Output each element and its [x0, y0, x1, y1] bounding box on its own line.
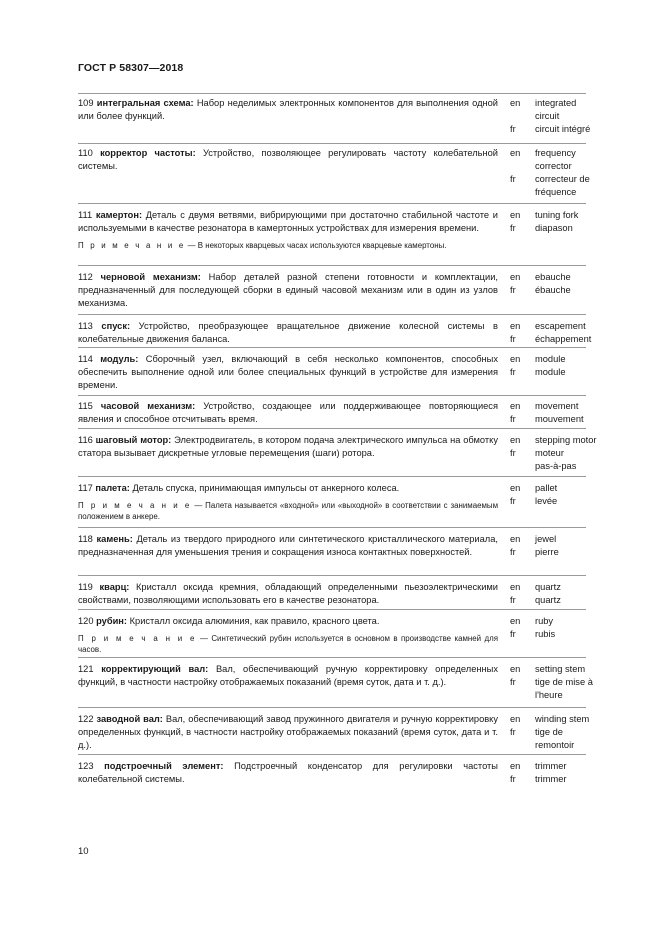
translation-fr: [510, 333, 635, 346]
language-code: en: [510, 401, 521, 411]
term-name: модуль:: [100, 354, 139, 364]
term-translations: [510, 353, 635, 379]
note-text: — Палета называется «входной» или «выходной» в соответствии с занимаемым положением в анкере.: [78, 501, 498, 521]
translation-fr: [510, 546, 635, 559]
term-number: 113: [78, 321, 93, 331]
definition-text: Деталь спуска, принимающая импульсы от анкерного колеса.: [132, 483, 400, 493]
translation-fr: [510, 284, 635, 297]
term-note: [78, 500, 498, 522]
translation-word: l'heure: [535, 690, 563, 700]
translation-en: [510, 400, 635, 413]
language-code: en: [510, 483, 521, 493]
term-name: камертон:: [95, 210, 143, 220]
term-name: черновой механизм:: [100, 272, 201, 282]
translation-word: setting stem: [535, 664, 586, 674]
translation-fr: [510, 366, 635, 379]
entry-divider: [78, 314, 586, 315]
language-code: en: [510, 272, 521, 282]
translation-fr: [510, 222, 635, 235]
term-name: камень:: [96, 534, 133, 544]
translation-fr: [510, 173, 635, 199]
translation-en: [510, 147, 635, 173]
term-translations: [510, 615, 635, 641]
translation-fr: [510, 594, 635, 607]
term-number: 116: [78, 435, 93, 445]
language-code: en: [510, 664, 521, 674]
translation-word: movement: [535, 401, 579, 411]
term-definition: [78, 97, 498, 123]
translation-en: [510, 482, 635, 495]
term-definition: [78, 271, 498, 310]
language-code: fr: [510, 727, 516, 737]
definition-text: Вал, обеспечивающий завод пружинного двигателя и ручную корректировку определенных функций, в частности настройку отображаемых показаний (время суток, дата и т. д.).: [78, 714, 499, 750]
term-number: 109: [78, 98, 94, 108]
definition-text: Деталь с двумя ветвями, вибрирующими при достаточно стабильной частоте и используемыми в качестве резонатора в камертонных устройствах для измерения времени.: [78, 210, 498, 233]
language-code: en: [510, 761, 521, 771]
definition-text: Подстроечный конденсатор для регулировки частоты колебательной системы.: [78, 761, 498, 784]
term-definition: [78, 760, 498, 786]
translation-word: pallet: [535, 483, 558, 493]
language-code: en: [510, 616, 521, 626]
term-translations: [510, 663, 635, 702]
term-note: [78, 633, 498, 655]
entry-divider: [78, 347, 586, 348]
translation-word: escapement: [535, 321, 586, 331]
term-number: 121: [78, 664, 94, 674]
term-name: палета:: [95, 483, 130, 493]
term-name: кварц:: [99, 582, 130, 592]
language-code: en: [510, 148, 521, 158]
page-number: 10: [78, 846, 89, 857]
term-name: корректирующий вал:: [101, 664, 209, 674]
term-definition: [78, 581, 498, 607]
translation-word: tige de: [535, 727, 563, 737]
term-translations: [510, 209, 635, 235]
term-number: 118: [78, 534, 93, 544]
entry-divider: [78, 428, 586, 429]
term-name: корректор частоты:: [100, 148, 196, 158]
language-code: en: [510, 210, 521, 220]
language-code: fr: [510, 448, 516, 458]
language-code: en: [510, 98, 521, 108]
language-code: fr: [510, 334, 516, 344]
language-code: en: [510, 321, 521, 331]
language-code: fr: [510, 367, 516, 377]
definition-text: Кристалл оксида алюминия, как правило, красного цвета.: [129, 616, 380, 626]
definition-text: Деталь из твердого природного или синтетического кристаллического материала, предназначенная для уменьшения трения и сокращения износа контактных поверхностей.: [78, 534, 498, 557]
definition-text: Вал, обеспечивающий ручную корректировку определенных функций, в частности настройку отображаемых показаний (время суток, дата и т. д.).: [78, 664, 498, 687]
definition-text: Кристалл оксида кремния, обладающий определенными пьезоэлектрическими свойствами, позволяющими использовать его в качестве резонатора.: [78, 582, 498, 605]
translation-word: corrector: [535, 161, 572, 171]
term-definition: [78, 713, 498, 752]
term-number: 112: [78, 272, 93, 282]
term-translations: [510, 320, 635, 346]
note-label: П р и м е ч а н и е: [78, 501, 192, 510]
term-translations: [510, 147, 635, 199]
translation-word: trimmer: [535, 761, 567, 771]
translation-word: frequency: [535, 148, 576, 158]
entry-divider: [78, 609, 586, 610]
translation-word: tige de mise à: [535, 677, 593, 687]
definition-text: Устройство, создающее или поддерживающее повторяющиеся явления и способное отсчитывать время.: [78, 401, 498, 424]
term-translations: [510, 97, 635, 136]
translation-word: échappement: [535, 334, 592, 344]
definition-text: Сборочный узел, включающий в себя несколько компонентов, способных обеспечить выполнение одной или более специальных функций в устройстве для измерения времени.: [78, 354, 498, 390]
translation-fr: [510, 123, 635, 136]
language-code: fr: [510, 496, 516, 506]
term-definition: [78, 353, 498, 392]
language-code: fr: [510, 285, 516, 295]
entry-divider: [78, 575, 586, 576]
language-code: fr: [510, 414, 516, 424]
translation-word: integrated: [535, 98, 577, 108]
translation-en: [510, 353, 635, 366]
term-definition: [78, 434, 498, 460]
term-translations: [510, 271, 635, 297]
language-code: fr: [510, 774, 516, 784]
term-definition: [78, 320, 498, 346]
translation-word: diapason: [535, 223, 573, 233]
note-label: П р и м е ч а н и е: [78, 634, 197, 643]
document-header: ГОСТ Р 58307—2018: [78, 62, 184, 74]
language-code: fr: [510, 677, 516, 687]
translation-en: [510, 581, 635, 594]
language-code: en: [510, 582, 521, 592]
language-code: fr: [510, 124, 516, 134]
translation-word: jewel: [535, 534, 557, 544]
translation-word: moteur: [535, 448, 564, 458]
translation-en: [510, 97, 635, 123]
term-name: часовой механизм:: [100, 401, 196, 411]
term-definition: [78, 147, 498, 173]
translation-en: [510, 434, 635, 447]
term-name: спуск:: [101, 321, 131, 331]
entry-divider: [78, 143, 586, 144]
term-number: 111: [78, 210, 93, 220]
definition-text: Устройство, позволяющее регулировать частоту колебательной системы.: [78, 148, 498, 171]
translation-word: levée: [535, 496, 558, 506]
note-text: — Синтетический рубин используется в основном в производстве камней для часов.: [78, 634, 498, 654]
translation-word: remontoir: [535, 740, 575, 750]
translation-word: correcteur de: [535, 174, 590, 184]
translation-word: module: [535, 354, 566, 364]
translation-fr: [510, 413, 635, 426]
translation-word: mouvement: [535, 414, 584, 424]
translation-fr: [510, 447, 635, 473]
translation-en: [510, 320, 635, 333]
term-definition: [78, 663, 498, 689]
definition-text: Набор неделимых электронных компонентов для выполнения одной или более функций.: [78, 98, 498, 121]
language-code: en: [510, 714, 521, 724]
entry-divider: [78, 754, 586, 755]
term-note: [78, 240, 498, 251]
translation-word: module: [535, 367, 566, 377]
translation-fr: [510, 726, 635, 752]
note-text: — В некоторых кварцевых часах используются кварцевые камертоны.: [187, 241, 447, 250]
translation-word: quartz: [535, 595, 561, 605]
language-code: fr: [510, 223, 516, 233]
translation-en: [510, 663, 635, 676]
translation-en: [510, 533, 635, 546]
translation-word: ébauche: [535, 285, 571, 295]
term-name: интегральная схема:: [96, 98, 194, 108]
definition-text: Набор деталей разной степени готовности и комплектации, предназначенный для последующей сборки в единый часовой механизм или в один из узлов механизма.: [78, 272, 498, 308]
translation-en: [510, 271, 635, 284]
translation-word: quartz: [535, 582, 561, 592]
term-name: заводной вал:: [96, 714, 163, 724]
translation-fr: [510, 676, 635, 702]
term-number: 115: [78, 401, 93, 411]
term-definition: [78, 533, 498, 559]
entry-divider: [78, 527, 586, 528]
term-definition: [78, 209, 498, 251]
term-number: 114: [78, 354, 93, 364]
translation-word: rubis: [535, 629, 556, 639]
translation-fr: [510, 628, 635, 641]
term-translations: [510, 760, 635, 786]
translation-word: fréquence: [535, 187, 577, 197]
translation-fr: [510, 773, 635, 786]
language-code: fr: [510, 595, 516, 605]
term-translations: [510, 581, 635, 607]
translation-word: trimmer: [535, 774, 567, 784]
translation-word: pierre: [535, 547, 559, 557]
language-code: fr: [510, 547, 516, 557]
translation-word: winding stem: [535, 714, 590, 724]
translation-en: [510, 760, 635, 773]
term-translations: [510, 713, 635, 752]
entry-divider: [78, 657, 586, 658]
term-number: 110: [78, 148, 93, 158]
entry-divider: [78, 93, 586, 94]
translation-word: pas-à-pas: [535, 461, 577, 471]
term-translations: [510, 482, 635, 508]
term-number: 119: [78, 582, 93, 592]
term-translations: [510, 434, 635, 473]
entry-divider: [78, 707, 586, 708]
language-code: fr: [510, 629, 516, 639]
term-number: 120: [78, 616, 94, 626]
entry-divider: [78, 203, 586, 204]
translation-en: [510, 713, 635, 726]
definition-text: Электродвигатель, в котором подача электрического импульса на обмотку статора вызывает дискретные угловые перемещения (шаги) ротора.: [78, 435, 498, 458]
translation-en: [510, 615, 635, 628]
translation-word: circuit: [535, 111, 560, 121]
language-code: fr: [510, 174, 516, 184]
translation-word: ebauche: [535, 272, 571, 282]
term-number: 122: [78, 714, 94, 724]
term-translations: [510, 400, 635, 426]
term-translations: [510, 533, 635, 559]
language-code: en: [510, 435, 521, 445]
term-number: 117: [78, 483, 93, 493]
definition-text: Устройство, преобразующее вращательное движение колесной системы в колебательные движения баланса.: [78, 321, 498, 344]
entry-divider: [78, 265, 586, 266]
term-number: 123: [78, 761, 94, 771]
entry-divider: [78, 476, 586, 477]
translation-word: ruby: [535, 616, 554, 626]
translation-fr: [510, 495, 635, 508]
translation-word: stepping motor: [535, 435, 597, 445]
translation-word: tuning fork: [535, 210, 579, 220]
translation-word: circuit intégré: [535, 124, 591, 134]
term-definition: [78, 615, 498, 655]
term-name: рубин:: [96, 616, 128, 626]
term-name: подстроечный элемент:: [104, 761, 224, 771]
term-name: шаговый мотор:: [95, 435, 172, 445]
term-definition: [78, 482, 498, 522]
translation-en: [510, 209, 635, 222]
entry-divider: [78, 395, 586, 396]
term-definition: [78, 400, 498, 426]
language-code: en: [510, 354, 521, 364]
note-label: П р и м е ч а н и е: [78, 241, 186, 250]
language-code: en: [510, 534, 521, 544]
